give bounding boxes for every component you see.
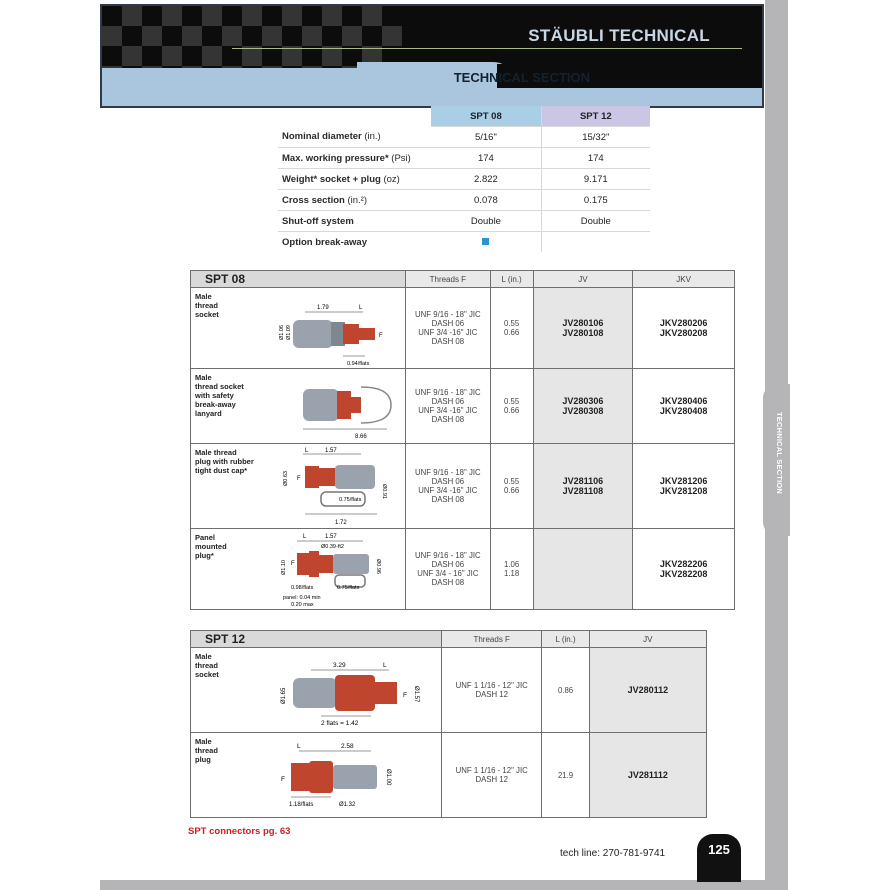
spec-value: 0.078 bbox=[431, 190, 541, 211]
product-label: Male thread plug bbox=[195, 737, 218, 764]
dim-label: F bbox=[281, 776, 285, 783]
table-row bbox=[191, 529, 735, 610]
dim-label: Ø1.57 bbox=[413, 686, 419, 703]
product-label: Male thread plug with rubber tight dust cap* bbox=[195, 448, 254, 475]
dim-label: Ø1.65 bbox=[281, 687, 287, 704]
dim-label: Ø1.10 bbox=[281, 560, 287, 575]
side-tab-label: TECHNICAL SECTION bbox=[775, 412, 784, 495]
dim-label: 0.75/flats bbox=[339, 497, 362, 503]
table-row bbox=[191, 648, 707, 733]
dim-label: 0.20 max bbox=[291, 602, 314, 608]
panel-mounted-plug-drawing bbox=[275, 529, 405, 609]
threads-value: UNF 9/16 - 18" JIC DASH 06 bbox=[415, 310, 481, 328]
option-available-marker bbox=[431, 232, 541, 253]
spt12-male-thread-socket-drawing bbox=[271, 648, 441, 732]
dim-label: F bbox=[379, 333, 383, 339]
spec-row bbox=[278, 148, 650, 169]
spec-row bbox=[278, 127, 650, 148]
spec-header-row bbox=[278, 106, 650, 127]
spec-value: Double bbox=[431, 211, 541, 232]
spec-label: Cross section bbox=[282, 194, 345, 206]
spec-row bbox=[278, 211, 650, 232]
spec-unit: (Psi) bbox=[391, 152, 411, 164]
dim-label: L bbox=[383, 662, 387, 669]
dim-label: F bbox=[297, 476, 301, 482]
jkv-part-number: JKV282208 bbox=[659, 569, 708, 579]
spec-value: 174 bbox=[431, 148, 541, 169]
l-value: 0.55 bbox=[504, 319, 520, 328]
jv-part-number: JV280106 bbox=[562, 318, 604, 328]
page-number: 125 bbox=[697, 834, 741, 882]
product-label: Male thread socket bbox=[195, 292, 219, 319]
jv-part-number: JV281108 bbox=[562, 486, 604, 496]
spec-label: Option break-away bbox=[282, 236, 367, 248]
spec-label: Nominal diameter bbox=[282, 131, 362, 143]
spec-unit: (in.²) bbox=[347, 194, 367, 206]
spt08-header-row bbox=[191, 271, 735, 288]
spec-label: Weight* socket + plug bbox=[282, 173, 381, 185]
page-edge-bottom bbox=[100, 880, 788, 890]
dim-label: 2 flats = 1.42 bbox=[321, 720, 359, 727]
spec-unit: (oz) bbox=[383, 173, 400, 185]
dim-label: Ø0.39-ft2 bbox=[321, 544, 344, 550]
dim-label: 1.79 bbox=[317, 305, 329, 311]
spt08-table bbox=[190, 270, 735, 610]
dim-label: Ø1.06 bbox=[279, 325, 285, 340]
blue-square-icon bbox=[482, 238, 489, 245]
product-label: Male thread socket bbox=[195, 652, 219, 679]
plug-with-dust-cap-drawing bbox=[275, 444, 405, 528]
col-jv: JV bbox=[533, 271, 633, 288]
col-jkv: JKV bbox=[633, 271, 735, 288]
cross-reference-note: SPT connectors pg. 63 bbox=[188, 826, 291, 837]
jv-part-number: JV280112 bbox=[589, 648, 706, 733]
table-row bbox=[191, 444, 735, 529]
jkv-part-number: JKV280406 bbox=[659, 396, 708, 406]
dim-label: F bbox=[403, 692, 407, 699]
section-title: TECHNICAL SECTION bbox=[453, 70, 590, 85]
spec-value: 15/32" bbox=[541, 127, 650, 148]
dim-label: 1.72 bbox=[335, 520, 347, 526]
spt12-male-thread-plug-drawing bbox=[271, 733, 441, 817]
jv-part-number: JV281106 bbox=[562, 476, 604, 486]
dim-label: 1.57 bbox=[325, 448, 337, 454]
spec-value: 2.822 bbox=[431, 169, 541, 190]
spt12-header-row bbox=[191, 631, 707, 648]
dim-label: L bbox=[305, 448, 309, 454]
col-l: L (in.) bbox=[490, 271, 533, 288]
col-threads: Threads F bbox=[406, 271, 491, 288]
jv-part-number: JV281112 bbox=[589, 733, 706, 818]
dim-label: 2.58 bbox=[341, 743, 354, 750]
threads-value: UNF 9/16 - 18" JIC DASH 06 bbox=[415, 468, 481, 486]
spec-row bbox=[278, 232, 650, 253]
l-value: 21.9 bbox=[542, 733, 589, 818]
threads-value: UNF 1 1/16 - 12" JIC DASH 12 bbox=[442, 648, 542, 733]
dim-label: Ø1.09 bbox=[286, 325, 292, 340]
spec-value: 5/16" bbox=[431, 127, 541, 148]
table-row bbox=[191, 369, 735, 444]
dim-label: Ø0.91 bbox=[381, 484, 387, 499]
dim-label: 3.29 bbox=[333, 662, 346, 669]
dim-label: 8.66 bbox=[355, 434, 367, 440]
threads-value: UNF 3/4 -16" JIC DASH 08 bbox=[418, 486, 478, 504]
l-value: 0.55 bbox=[504, 477, 520, 486]
l-value: 0.55 bbox=[504, 397, 520, 406]
male-thread-socket-drawing bbox=[275, 288, 405, 368]
spt08-title: SPT 08 bbox=[191, 271, 406, 288]
spec-label: Shut-off system bbox=[282, 215, 354, 227]
spec-value: 0.175 bbox=[541, 190, 650, 211]
dim-label: 0.75/flats bbox=[337, 585, 360, 591]
l-value: 0.86 bbox=[542, 648, 589, 733]
spec-value: 9.171 bbox=[541, 169, 650, 190]
spec-value: 174 bbox=[541, 148, 650, 169]
dim-label: 0.94/flats bbox=[347, 361, 370, 367]
dim-label: Ø1.32 bbox=[339, 802, 356, 808]
spec-label: Max. working pressure* bbox=[282, 152, 389, 164]
threads-value: UNF 3/4 -16" JIC DASH 08 bbox=[418, 406, 478, 424]
jkv-part-number: JKV280408 bbox=[659, 406, 708, 416]
spec-col-spt08: SPT 08 bbox=[431, 106, 541, 127]
dim-label: Ø0.63 bbox=[283, 471, 289, 486]
spec-value: Double bbox=[541, 211, 650, 232]
spec-unit: (in.) bbox=[364, 131, 381, 143]
threads-value: UNF 1 1/16 - 12" JIC DASH 12 bbox=[442, 733, 542, 818]
dim-label: L bbox=[303, 534, 307, 540]
jkv-part-number: JKV282206 bbox=[659, 559, 708, 569]
threads-value: UNF 9/16 - 18" JIC DASH 06 bbox=[415, 388, 481, 406]
dim-label: L bbox=[359, 305, 363, 311]
table-row bbox=[191, 288, 735, 369]
spec-col-spt12: SPT 12 bbox=[541, 106, 650, 127]
threads-value: UNF 9/16 - 18" JIC DASH 06 bbox=[415, 551, 481, 569]
threads-value: UNF 3/4 - 16" JIC DASH 08 bbox=[417, 569, 479, 587]
brand-title: STÄUBLI TECHNICAL bbox=[528, 26, 710, 45]
l-value: 1.18 bbox=[504, 569, 520, 578]
dim-label: L bbox=[297, 743, 301, 750]
spt12-table bbox=[190, 630, 707, 818]
threads-value: UNF 3/4 -16" JIC DASH 08 bbox=[418, 328, 478, 346]
table-row bbox=[191, 733, 707, 818]
col-threads: Threads F bbox=[442, 631, 542, 648]
l-value: 1.06 bbox=[504, 560, 520, 569]
dim-label: Ø0.96 bbox=[375, 559, 381, 574]
spec-table bbox=[278, 106, 650, 252]
jv-part-number: JV280108 bbox=[562, 328, 604, 338]
col-jv: JV bbox=[589, 631, 706, 648]
l-value: 0.66 bbox=[504, 328, 520, 337]
jkv-part-number: JKV281206 bbox=[659, 476, 708, 486]
l-value: 0.66 bbox=[504, 486, 520, 495]
tech-line: tech line: 270-781-9741 bbox=[560, 848, 666, 859]
jkv-part-number: JKV280206 bbox=[659, 318, 708, 328]
dim-label: 1.18/flats bbox=[289, 802, 314, 808]
header-banner bbox=[100, 4, 764, 108]
dim-label: 1.57 bbox=[325, 534, 337, 540]
l-value: 0.66 bbox=[504, 406, 520, 415]
product-label: Panel mounted plug* bbox=[195, 533, 227, 560]
dim-label: Ø1.00 bbox=[385, 769, 391, 786]
dim-label: F bbox=[291, 561, 295, 567]
spt12-title: SPT 12 bbox=[191, 631, 442, 648]
spec-row bbox=[278, 190, 650, 211]
dim-label: 0.98/flats bbox=[291, 585, 314, 591]
jv-part-number: JV280306 bbox=[562, 396, 604, 406]
dim-label: panel: 0.04 min bbox=[283, 595, 321, 601]
jkv-part-number: JKV280208 bbox=[659, 328, 708, 338]
col-l: L (in.) bbox=[542, 631, 589, 648]
break-away-socket-drawing bbox=[275, 369, 405, 443]
product-label: Male thread socket with safety break-away lanyard bbox=[195, 373, 244, 418]
jv-part-number: JV280308 bbox=[562, 406, 604, 416]
spec-row bbox=[278, 169, 650, 190]
jkv-part-number: JKV281208 bbox=[659, 486, 708, 496]
